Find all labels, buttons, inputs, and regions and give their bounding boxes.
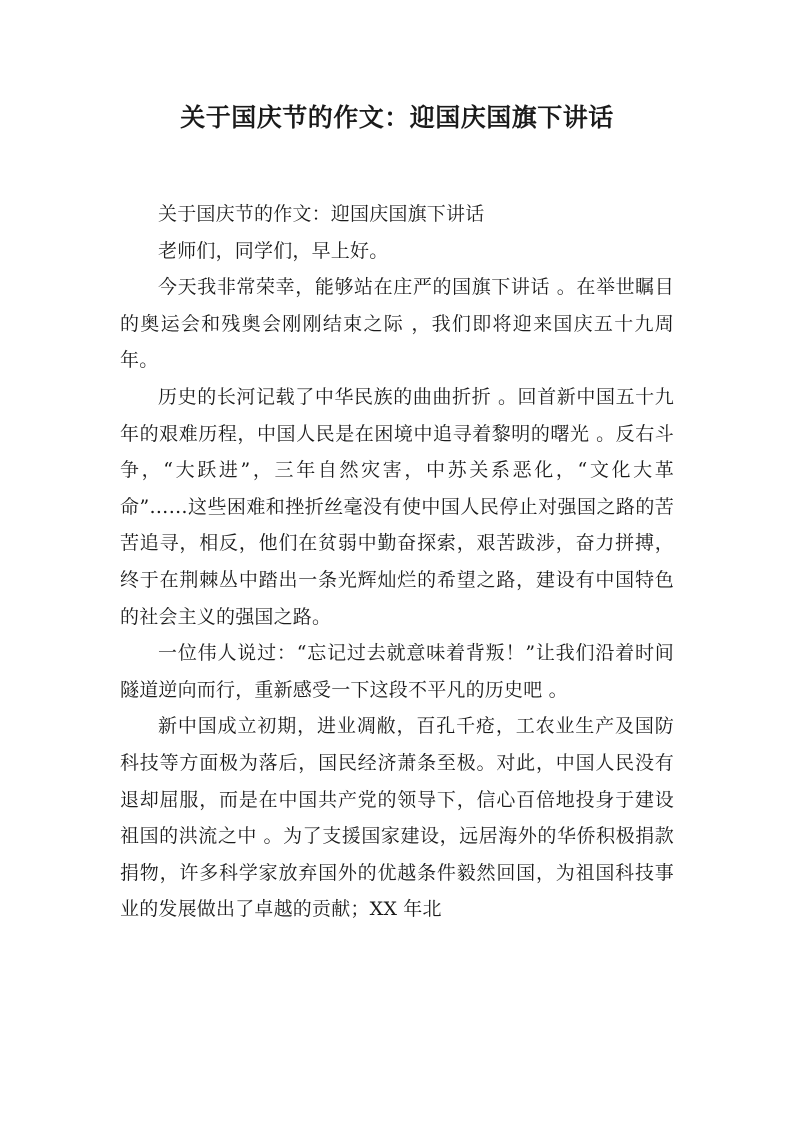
paragraph: 历史的长河记载了中华民族的曲曲折折 。回首新中国五十九年的艰难历程，中国人民是在困境中追寻着黎明的曙光 。反右斗争，“大跃进”，三年自然灾害，中苏关系恶化，“文化大革命”……这些困难和挫折丝毫没有使中国人民停止对强国之路的苦苦追寻，相反，他们在贫弱中勤奋探索，艰苦跋涉，奋力拼搏，终于在荆棘丛中踏出一条光辉灿烂的希望之路，建设有中国特色的社会主义的强国之路。 [120,385,674,628]
document-title: 关于国庆节的作文：迎国庆国旗下讲话 [180,103,614,132]
document-body [120,196,674,928]
paragraph: 新中国成立初期，进业凋敝，百孔千疮，工农业生产及国防科技等方面极为落后，国民经济萧条至极。对此，中国人民没有退却屈服，而是在中国共产党的领导下，信心百倍地投身于建设祖国的洪流之中 。为了支援国家建设，远居海外的华侨积极捐款捐物，许多科学家放弃国外的优越条件毅然回国，为祖国科技事业的发展做出了卓越的贡献；XX 年北 [120,715,674,921]
paragraph: 关于国庆节的作文：迎国庆国旗下讲话 [158,203,485,225]
paragraph: 老师们，同学们，早上好。 [158,239,389,262]
paragraph: 一位伟人说过：“忘记过去就意味着背叛！”让我们沿着时间隧道逆向而行，重新感受一下这段不平凡的历史吧 。 [120,642,674,701]
paragraph: 今天我非常荣幸，能够站在庄严的国旗下讲话 。在举世瞩目的奥运会和残奥会刚刚结束之际 ，我们即将迎来国庆五十九周年。 [120,276,674,372]
